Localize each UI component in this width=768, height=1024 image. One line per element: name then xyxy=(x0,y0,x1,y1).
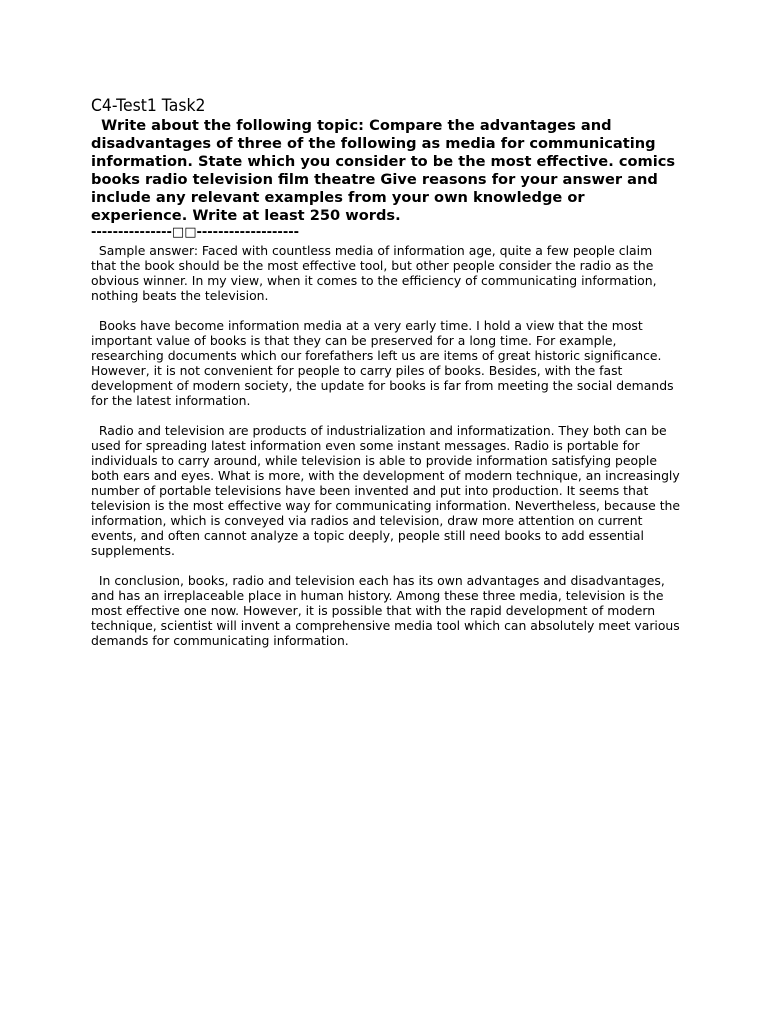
document-title: C4-Test1 Task2 xyxy=(91,96,206,116)
paragraph-books: Books have become information media at a very early time. I hold a view that the most important value of books is that they can be preserved for a long time. For example, researching documents which our forefathers left us are items of great historic significance. However, it is not convenient for people to carry piles of books. Besides, with the fast development of modern society, the update for books is far from meeting the social demands for the latest information. xyxy=(91,318,678,408)
paragraph-intro: Sample answer: Faced with countless media of information age, quite a few people claim that the book should be the most effective tool, but other people consider the radio as the obvious winner. In my view, when it comes to the efficiency of communicating information, nothing beats the television. xyxy=(91,243,661,303)
task-prompt: Write about the following topic: Compare the advantages and disadvantages of three of the following as media for communicating information. State which you consider to be the most effective. comics books radio television film theatre Give reasons for your answer and include any relevant examples from your own knowledge or experience. Write at least 250 words. xyxy=(91,117,681,224)
paragraph-conclusion: In conclusion, books, radio and television each has its own advantages and disadvantages, and has an irreplaceable place in human history. Among these three media, television is the most effective one now. However, it is possible that with the rapid development of modern technique, scientist will invent a comprehensive media tool which can absolutely meet various demands for communicating information. xyxy=(91,573,684,648)
section-divider: ---------------□□------------------- xyxy=(91,225,300,240)
paragraph-radio-television: Radio and television are products of industrialization and informatization. They both can be used for spreading latest information even some instant messages. Radio is portable for individuals to carry around, while television is able to provide information satisfying people both ears and eyes. What is more, with the development of modern technique, an increasingly number of portable televisions have been invented and put into production. It seems that television is the most effective way for communicating information. Nevertheless, because the information, which is conveyed via radios and television, draw more attention on current events, and often cannot analyze a topic deeply, people still need books to add essential supplements. xyxy=(91,423,684,558)
document-page xyxy=(91,95,684,663)
